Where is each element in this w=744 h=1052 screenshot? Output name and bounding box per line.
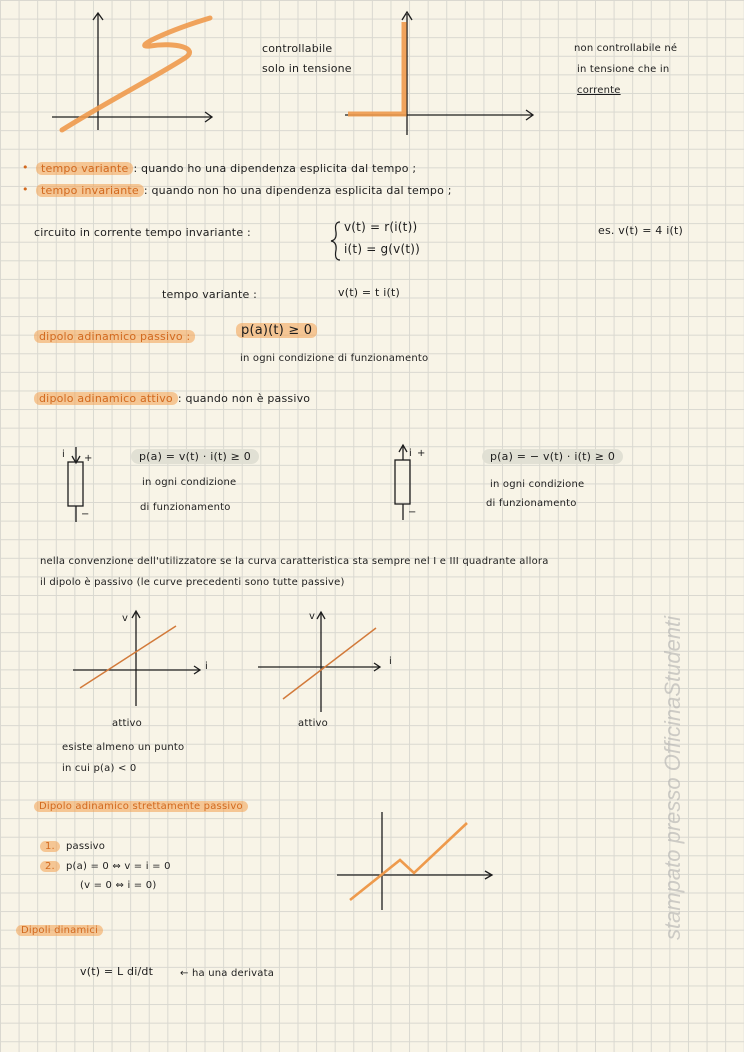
def-variant	[36, 162, 416, 175]
minus-label-right: −	[408, 507, 417, 518]
formula-dynamic: v(t) = L di/dt	[80, 965, 154, 978]
bullet-icon: •	[22, 161, 29, 174]
axis-i-right: i	[389, 656, 392, 667]
term-active: dipolo adinamico attivo	[34, 392, 178, 405]
item1-text: passivo	[66, 841, 106, 852]
graph-active-left	[73, 611, 200, 706]
convention-line-1: nella convenzione dell'utilizzatore se la curva caratteristica sta sempre nel I e III quadrante allora	[40, 556, 549, 567]
variant-eq: v(t) = t i(t)	[338, 286, 400, 299]
graph-strictly-passive	[337, 812, 492, 910]
text-variant: : quando ho una dipendenza esplicita dal tempo ;	[133, 162, 417, 175]
label-not-controllable-1: non controllabile né	[574, 43, 678, 54]
axis-v-left: v	[122, 613, 129, 624]
cond-right-1: in ogni condizione	[490, 479, 585, 490]
label-controllable: controllabile	[262, 42, 333, 55]
current-label-right: i	[409, 448, 412, 459]
label-voltage-only: solo in tensione	[262, 62, 352, 75]
term-variant: tempo variante	[36, 162, 133, 175]
plus-label-right: +	[417, 448, 426, 459]
def-invariant	[36, 184, 452, 197]
text-active: : quando non è passivo	[177, 392, 311, 405]
curve-controllable-voltage	[62, 18, 210, 130]
plus-label-left: +	[84, 453, 93, 464]
note-dynamic: ← ha una derivata	[180, 968, 275, 979]
equation-2: i(t) = g(v(t))	[344, 242, 421, 256]
note-1: esiste almeno un punto	[62, 742, 185, 753]
condition-passive: in ogni condizione di funzionamento	[240, 353, 429, 364]
graph-controllable-voltage	[52, 13, 212, 130]
current-label-left: i	[62, 449, 65, 460]
text-invariant: : quando non ho una dipendenza esplicita dal tempo ;	[143, 184, 452, 197]
caption-active-right: attivo	[298, 718, 328, 729]
variant-label: tempo variante :	[162, 288, 258, 301]
brace	[331, 222, 340, 260]
caption-active-left: attivo	[112, 718, 142, 729]
label-not-controllable-2: in tensione che in	[577, 64, 670, 75]
item2-text: p(a) = 0 ⇔ v = i = 0	[66, 861, 171, 872]
graph-active-right	[258, 612, 380, 712]
curve-strictly-passive	[350, 823, 467, 900]
def-active	[34, 392, 310, 405]
term-invariant: tempo invariante	[36, 184, 144, 197]
item2-detail: (v = 0 ⇔ i = 0)	[80, 880, 157, 891]
graph-not-controllable	[345, 12, 533, 135]
term-strict: Dipolo adinamico strettamente passivo	[34, 801, 248, 812]
cond-right-2: di funzionamento	[486, 498, 577, 509]
curve-not-controllable	[348, 22, 404, 114]
curve-active-right	[283, 628, 376, 699]
bullet-icon: •	[22, 183, 29, 196]
axis-i-left: i	[205, 661, 208, 672]
note-2: in cui p(a) < 0	[62, 763, 137, 774]
term-passive: dipolo adinamico passivo :	[34, 330, 195, 343]
item1-number: 1.	[40, 841, 60, 852]
term-dynamic: Dipoli dinamici	[16, 925, 103, 936]
formula-right: p(a) = − v(t) · i(t) ≥ 0	[482, 449, 623, 464]
equation-1: v(t) = r(i(t))	[344, 220, 418, 234]
example-eq: es. v(t) = 4 i(t)	[598, 224, 683, 237]
formula-passive: p(a)(t) ≥ 0	[236, 323, 317, 338]
minus-label-left: −	[81, 509, 90, 520]
cond-left-1: in ogni condizione	[142, 477, 237, 488]
label-not-controllable-3: corrente	[577, 85, 621, 96]
item2-number: 2.	[40, 861, 60, 872]
watermark: stampato presso OfficinaStudenti	[660, 615, 685, 940]
axis-v-right: v	[309, 611, 316, 622]
convention-line-2: il dipolo è passivo (le curve precedenti sono tutte passive)	[40, 577, 345, 588]
formula-left: p(a) = v(t) · i(t) ≥ 0	[131, 449, 259, 464]
curve-active-left	[80, 626, 176, 688]
cond-left-2: di funzionamento	[140, 502, 231, 513]
circuit-label: circuito in corrente tempo invariante :	[34, 226, 251, 239]
